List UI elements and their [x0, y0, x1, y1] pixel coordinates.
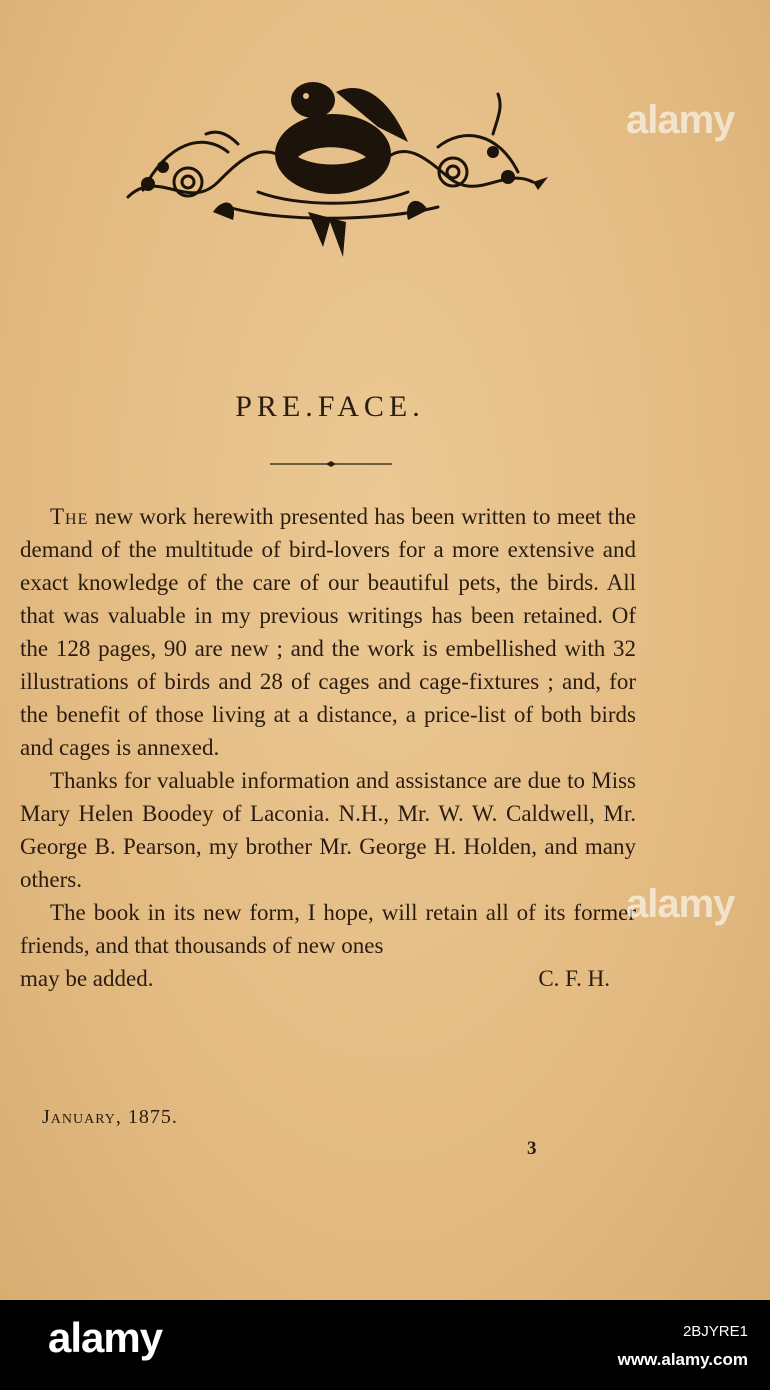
- preface-body: [20, 500, 636, 995]
- watermark-band: [0, 1300, 770, 1390]
- image-id: 2BJYRE1: [682, 1323, 748, 1340]
- bird-nest-ornament-icon: [108, 72, 553, 262]
- drop-lead-word: The: [50, 504, 89, 529]
- paragraph-3-text: The book in its new form, I hope, will retain all of its former friends, and that thousands of new ones: [20, 900, 636, 958]
- watermark-overlay: alamy: [626, 98, 735, 142]
- watermark-url: www.alamy.com: [617, 1350, 748, 1369]
- signature: C. F. H.: [538, 966, 610, 991]
- closing-text: may be added.: [20, 966, 154, 991]
- page-title: PRE.FACE.: [235, 390, 425, 423]
- watermark-info: [618, 1318, 748, 1374]
- closing-line: [20, 962, 636, 995]
- paragraph-1-text: new work herewith presented has been written to meet the demand of the multitude of bird-lovers for a more extensive and exact knowledge of the care of our beautiful pets, the birds. All that was valuable in my previous writings has been retained. Of the 128 pages, 90 are new ; and the work is embellished with 32 illustrations of birds and 28 of cages and cage-fixtures ; and, for the benefit of those living at a distance, a price-list of both birds and cages is annexed.: [20, 504, 636, 760]
- paragraph-2: Thanks for valuable information and assistance are due to Miss Mary Helen Boodey of Laconia. N.H., Mr. W. W. Caldwell, Mr. George B. Pearson, my brother Mr. George H. Holden, and many others.: [20, 768, 636, 892]
- watermark-overlay: alamy: [626, 882, 735, 926]
- paragraph-3: [20, 896, 636, 962]
- title-divider: [270, 458, 392, 470]
- date-line: January, 1875.: [42, 1106, 178, 1128]
- paragraph-1: [20, 500, 636, 764]
- page-number: 3: [527, 1138, 537, 1159]
- alamy-logo: alamy: [48, 1314, 163, 1361]
